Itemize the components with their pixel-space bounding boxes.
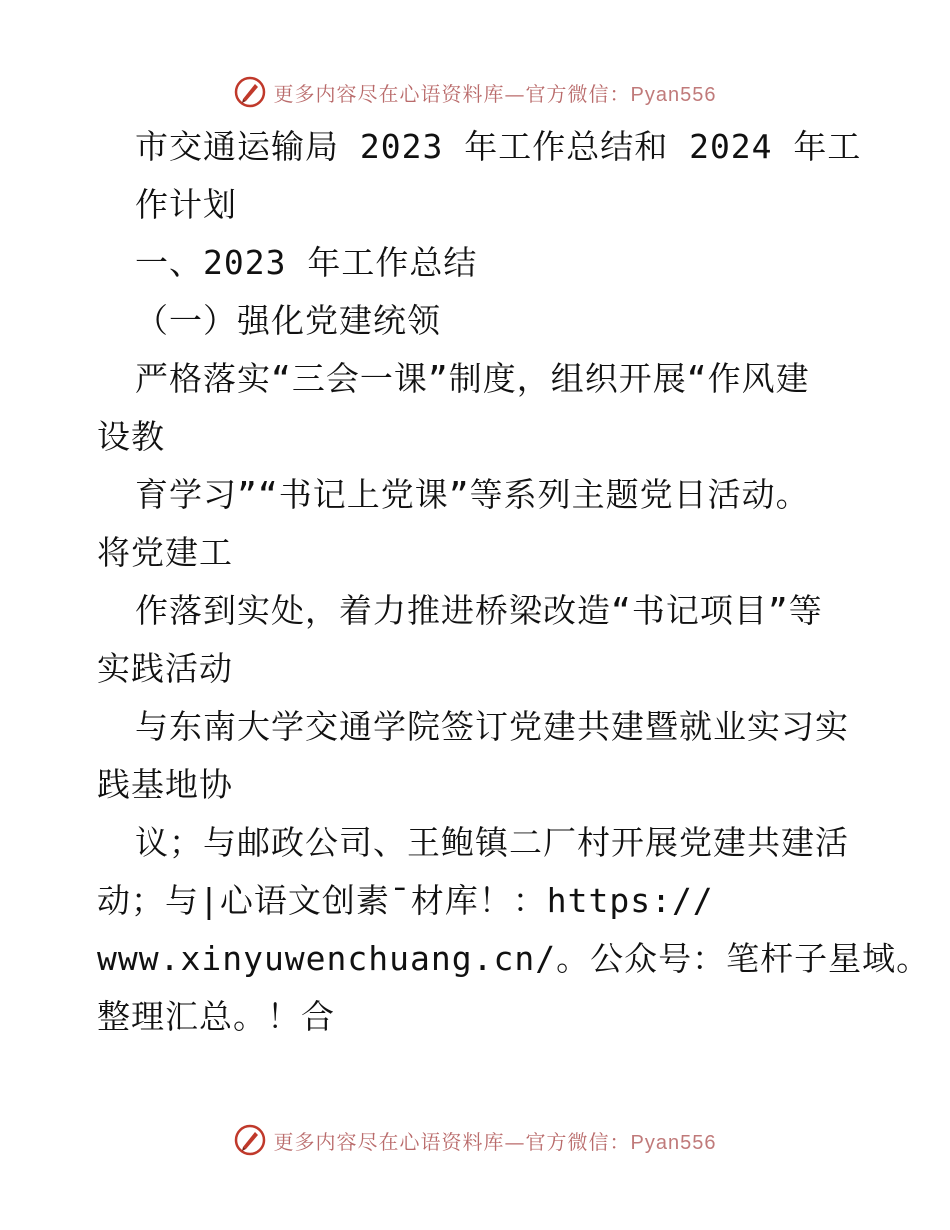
watermark-id: Pyan556 bbox=[630, 1131, 717, 1154]
paragraph-line: 与东南大学交通学院签订党建共建暨就业实习实 bbox=[135, 707, 849, 746]
paragraph-line: 动；与|心语文创素¯材库！：https:// bbox=[97, 881, 714, 920]
paragraph-line: 整理汇总。！合 bbox=[97, 997, 335, 1036]
section-heading: 一、2023 年工作总结 bbox=[135, 243, 478, 282]
pen-logo-icon bbox=[234, 76, 266, 108]
paragraph-line: www.xinyuwenchuang.cn/。公众号：笔杆子星域。 bbox=[97, 939, 931, 978]
paragraph-line: 践基地协 bbox=[97, 765, 233, 804]
pen-logo-icon bbox=[234, 1124, 266, 1156]
document-title-line-2: 作计划 bbox=[135, 185, 237, 224]
document-title-line-1: 市交通运输局 2023 年工作总结和 2024 年工 bbox=[135, 127, 862, 166]
paragraph-line: 议；与邮政公司、王鲍镇二厂村开展党建共建活 bbox=[135, 823, 849, 862]
subsection-heading: （一）强化党建统领 bbox=[135, 301, 441, 340]
paragraph-line: 将党建工 bbox=[97, 533, 233, 572]
paragraph-line: 设教 bbox=[97, 417, 165, 456]
watermark-id: Pyan556 bbox=[630, 83, 717, 106]
watermark-text: 更多内容尽在心语资料库—官方微信：Pyan556 bbox=[273, 81, 717, 106]
watermark-header bbox=[0, 72, 950, 112]
paragraph-line: 实践活动 bbox=[97, 649, 233, 688]
paragraph-line: 作落到实处，着力推进桥梁改造“书记项目”等 bbox=[135, 591, 823, 630]
watermark-text: 更多内容尽在心语资料库—官方微信：Pyan556 bbox=[273, 1129, 717, 1154]
paragraph-line: 严格落实“三会一课”制度，组织开展“作风建 bbox=[135, 359, 810, 398]
watermark-footer bbox=[0, 1120, 950, 1160]
paragraph-line: 育学习”“书记上党课”等系列主题党日活动。 bbox=[135, 475, 810, 514]
